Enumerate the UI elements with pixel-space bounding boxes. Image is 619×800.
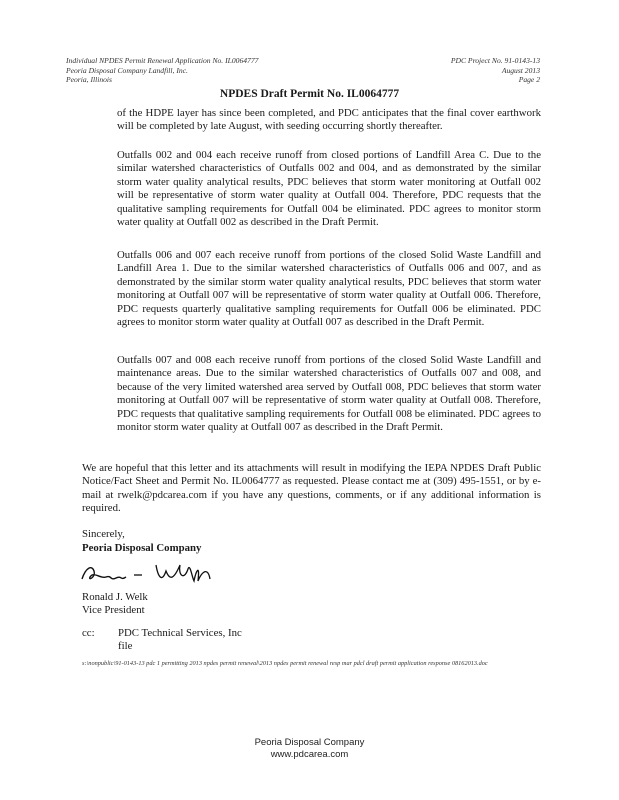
header-left-line: Peoria, Illinois xyxy=(66,75,112,85)
footer-company: Peoria Disposal Company xyxy=(254,737,365,748)
cc-recipient: file xyxy=(118,640,133,653)
cc-recipient: PDC Technical Services, Inc xyxy=(118,627,242,639)
footer-website[interactable]: www.pdcarea.com xyxy=(270,749,349,760)
signer-title: Vice President xyxy=(82,604,145,617)
paragraph: of the HDPE layer has since been completed, and PDC anticipates that the final cover earthwork will be completed by late August, with seeding occurring shortly thereafter. xyxy=(117,107,541,133)
cc-label: cc: xyxy=(82,627,95,639)
page-title: NPDES Draft Permit No. IL0064777 xyxy=(219,88,400,100)
signer-name: Ronald J. Welk xyxy=(82,591,148,603)
signer-block xyxy=(82,591,148,618)
file-path: s:\nonpublic\91-0143-13 pdc 1 permitting 2013 npdes permit renewal\2013 npdes permit renewal resp mar pdcl draft permit application response 08162013.doc xyxy=(82,660,488,667)
header-left-line: Peoria Disposal Company Landfill, Inc. xyxy=(66,65,188,75)
header-right xyxy=(400,56,540,85)
header-right-line: August 2013 xyxy=(501,65,540,75)
salutation: Sincerely, xyxy=(82,528,125,540)
header-left xyxy=(66,56,326,85)
signature-scribble xyxy=(76,557,276,589)
paragraph: Outfalls 006 and 007 each receive runoff from portions of the closed Solid Waste Landfill and Landfill Area 1. Due to the similar watershed characteristics of Outfalls 006 and 007, and as demonstrated by the similar storm water quality analytical results, PDC believes that storm water monitoring at Outfall 007 will be representative of storm water quality at Outfall 006. Therefore, PDC requests quarterly qualitative sampling requirements for Outfall 006 be eliminated. PDC agrees to monitor storm water quality at Outfall 007 as described in the Draft Permit. xyxy=(117,249,541,329)
header-right-line: Page 2 xyxy=(518,75,540,85)
paragraph: Outfalls 007 and 008 each receive runoff from portions of the closed Solid Waste Landfill and maintenance areas. Due to the similar watershed characteristics of Outfalls 007 and 008, and because of the very limited watershed area served by Outfall 008, PDC believes that storm water monitoring at Outfall 007 will be representative of storm water quality at Outfall 008. Therefore, PDC requests that qualitative sampling requirements for Outfall 008 be eliminated. PDC agrees to monitor storm water quality at Outfall 007 as described in the Draft Permit. xyxy=(117,354,541,434)
cc-recipients xyxy=(118,627,242,654)
paragraph: Outfalls 002 and 004 each receive runoff from closed portions of Landfill Area C. Due to the similar watershed characteristics of Outfalls 002 and 004, and as demonstrated by the similar storm water quality analytical results, PDC believes that storm water monitoring at Outfall 002 will be representative of storm water quality at Outfall 004. Therefore, PDC requests that the qualitative sampling requirements for Outfall 004 be eliminated. PDC agrees to monitor storm water quality at Outfall 002 as described in the Draft Permit. xyxy=(117,149,541,229)
header-left-line: Individual NPDES Permit Renewal Application No. IL0064777 xyxy=(66,56,259,65)
closing-paragraph: We are hopeful that this letter and its attachments will result in modifying the IEPA NPDES Draft Public Notice/Fact Sheet and Permit No. IL0064777 as requested. Please contact me at (309) 495-1551, or by e-mail at rwelk@pdcarea.com if you have any questions, comments, or if any additional information is required. xyxy=(82,462,541,515)
signature-company: Peoria Disposal Company xyxy=(82,542,202,554)
handwritten-signature xyxy=(76,557,276,589)
header-right-line: PDC Project No. 91-0143-13 xyxy=(450,56,540,65)
